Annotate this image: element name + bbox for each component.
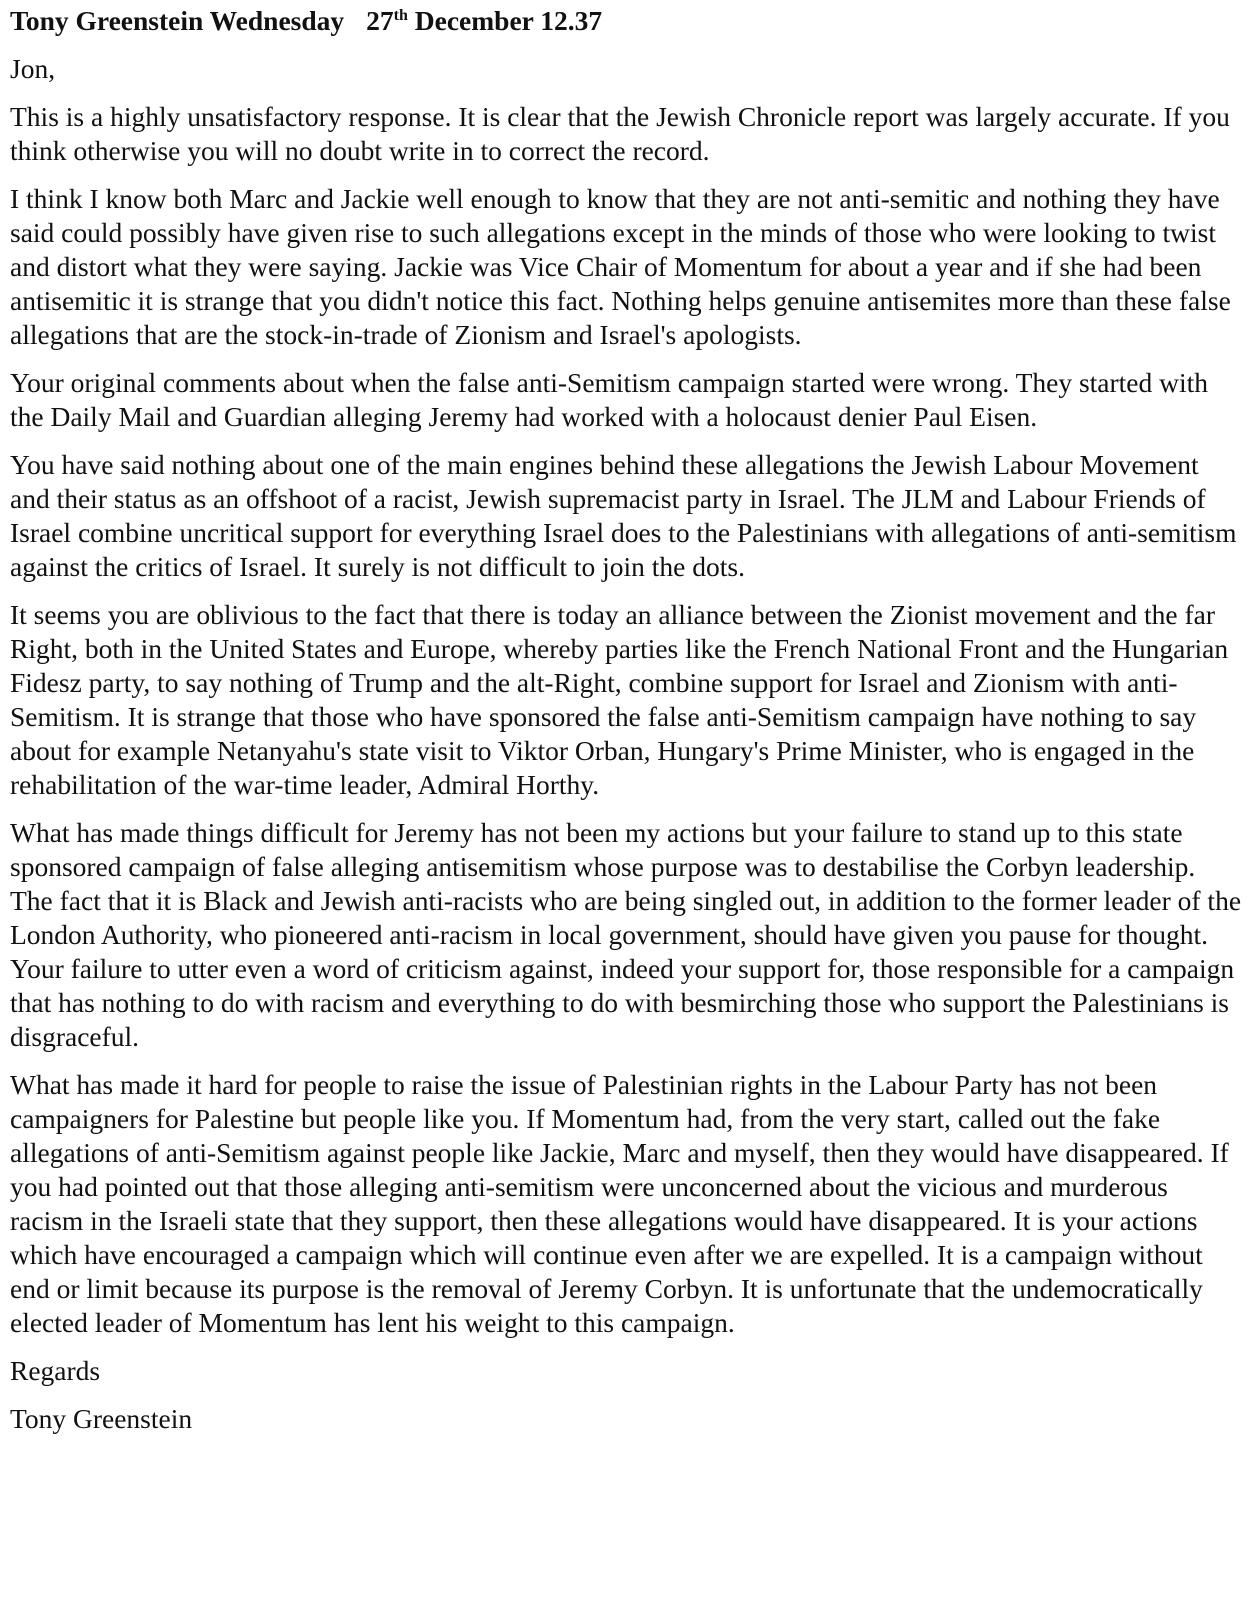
paragraph-4: You have said nothing about one of the main engines behind these allegations the Jewish Labour Movement and their status as an offshoot of a racist, Jewish supremacist party in Israel. The JLM and Labour Friends of Israel combine uncritical support for everything Israel does to the Palestinians with allegations of anti-semitism against the critics of Israel. It surely is not difficult to join the dots. [10,449,1237,582]
header-date-rest: December 12.37 [414,5,603,36]
paragraph-2: I think I know both Marc and Jackie well enough to know that they are not anti-semitic and nothing they have said could possibly have given rise to such allegations except in the minds of those who were looking to twist and distort what they were saying. Jackie was Vice Chair of Momentum for about a year and if she had been antisemitic it is strange that you didn't notice this fact. Nothing helps genuine antisemites more than these false allegations that are the stock-in-trade of Zionism and Israel's apologists. [10,183,1231,350]
header-date-num: 27 [366,5,394,36]
paragraph-3: Your original comments about when the false anti-Semitism campaign started were wrong. They started with the Daily Mail and Guardian alleging Jeremy had worked with a holocaust denier Paul Eisen. [10,367,1209,432]
salutation: Jon, [10,53,56,84]
email-document [10,4,1242,1450]
paragraph-1: This is a highly unsatisfactory response. It is clear that the Jewish Chronicle report was largely accurate. If you think otherwise you will no doubt write in to correct the record. [10,101,1230,166]
signature: Tony Greenstein [10,1403,193,1434]
header-date-suffix: th [393,6,408,24]
paragraph-5: It seems you are oblivious to the fact that there is today an alliance between the Zionist movement and the far Right, both in the United States and Europe, whereby parties like the French National Front and the Hungarian Fidesz party, to say nothing of Trump and the alt-Right, combine support for Israel and Zionism with anti-Semitism. It is strange that those who have sponsored the false anti-Semitism campaign have nothing to say about for example Netanyahu's state visit to Viktor Orban, Hungary's Prime Minister, who is engaged in the rehabilitation of the war-time leader, Admiral Horthy. [10,599,1229,800]
header-author-day: Tony Greenstein Wednesday [10,5,345,36]
email-header [10,4,1242,38]
paragraph-6: What has made things difficult for Jeremy has not been my actions but your failure to stand up to this state sponsored campaign of false alleging antisemitism whose purpose was to destabilise the Corbyn leadership. The fact that it is Black and Jewish anti-racists who are being singled out, in addition to the former leader of the London Authority, who pioneered anti-racism in local government, should have given you pause for thought. Your failure to utter even a word of criticism against, indeed your support for, those responsible for a campaign that has nothing to do with racism and everything to do with besmirching those who support the Palestinians is disgraceful. [10,817,1242,1052]
closing: Regards [10,1355,101,1386]
paragraph-7: What has made it hard for people to raise the issue of Palestinian rights in the Labour Party has not been campaigners for Palestine but people like you. If Momentum had, from the very start, called out the fake allegations of anti-Semitism against people like Jackie, Marc and myself, then they would have disappeared. If you had pointed out that those alleging anti-semitism were unconcerned about the vicious and murderous racism in the Israeli state that they support, then these allegations would have disappeared. It is your actions which have encouraged a campaign which will continue even after we are expelled. It is a campaign without end or limit because its purpose is the removal of Jeremy Corbyn. It is unfortunate that the undemocratically elected leader of Momentum has lent his weight to this campaign. [10,1069,1229,1338]
